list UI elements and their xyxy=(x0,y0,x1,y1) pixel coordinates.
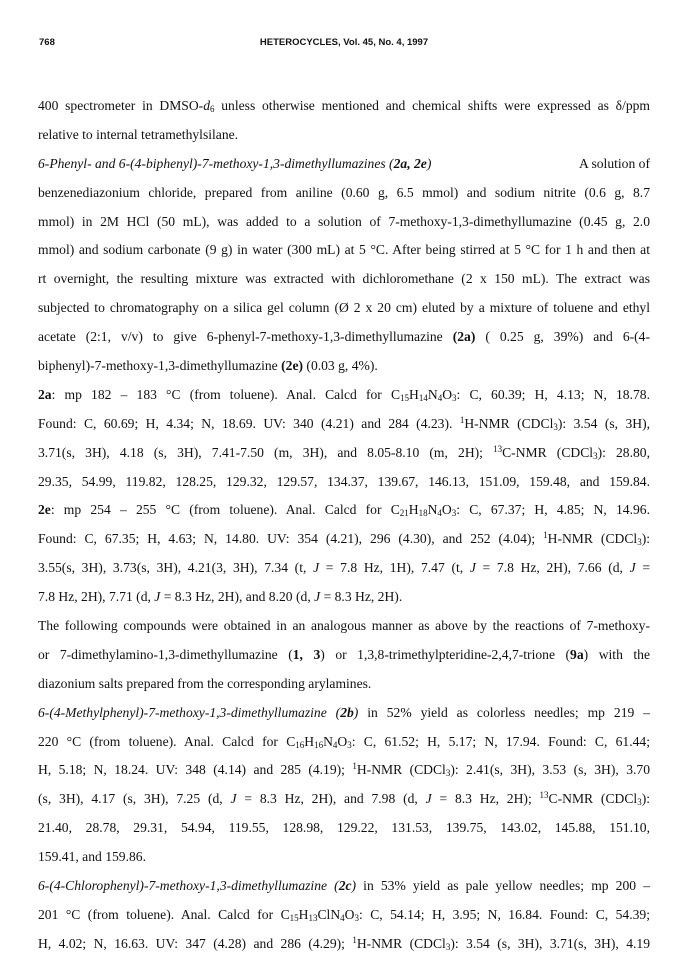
page-number: 768 xyxy=(39,37,55,48)
text-line: benzenediazonium chloride, prepared from aniline (0.60 g, 6.5 mmol) and sodium nitrite (0.6 g, 8.7 xyxy=(38,184,650,200)
text-line: mmol) in 2M HCl (50 mL), was added to a solution of 7-methoxy-1,3-dimethyllumazine (0.45 g, 2.0 xyxy=(38,213,650,229)
text-line: 29.35, 54.99, 119.82, 128.25, 129.32, 129.57, 134.37, 139.67, 146.13, 151.09, 159.48, and 159.84. xyxy=(38,473,650,489)
text-line: 7.8 Hz, 2H), 7.71 (d, J = 8.3 Hz, 2H), and 8.20 (d, J = 8.3 Hz, 2H). xyxy=(38,589,403,605)
text-line: 159.41, and 159.86. xyxy=(38,849,146,865)
journal-citation: HETEROCYCLES, Vol. 45, No. 4, 1997 xyxy=(259,37,429,48)
text-line: or 7-dimethylamino-1,3-dimethyllumazine (1, 3) or 1,3,8-trimethylpteridine-2,4,7-trione (9a) with the xyxy=(38,646,650,662)
text-line: mmol) and sodium carbonate (9 g) in water (300 mL) at 5 °C. After being stirred at 5 °C for 1 h and then at xyxy=(38,242,650,258)
body-text xyxy=(38,92,650,959)
text-line: H, 4.02; N, 16.63. UV: 347 (4.28) and 286 (4.29); $^1$H-NMR (CDCl$_3$): 3.54 (s, 3H), 3.71(s, 3H), 4.19 xyxy=(38,934,650,952)
text-line: diazonium salts prepared from the corresponding arylamines. xyxy=(38,675,372,691)
text-line: (s, 3H), 4.17 (s, 3H), 7.25 (d, J = 8.3 Hz, 2H), and 7.98 (d, J = 8.3 Hz, 2H); $^{13}$C-NMR (CDCl$_3$): xyxy=(38,790,650,808)
text-line: H, 5.18; N, 18.24. UV: 348 (4.14) and 285 (4.19); $^1$H-NMR (CDCl$_3$): 2.41(s, 3H), 3.53 (s, 3H), 3.70 xyxy=(38,761,650,779)
text-line: 201 °C (from toluene). Anal. Calcd for $C_{15}H_{13}ClN_4O_3$: C, 54.14; H, 3.95; N, 16.84. Found: C, 54.39; xyxy=(38,906,650,923)
section-heading-line: 6-Phenyl- and 6-(4-biphenyl)-7-methoxy-1,3-dimethyllumazines (2a, 2e) A solution of xyxy=(38,150,650,179)
text-line: 3.55(s, 3H), 3.73(s, 3H), 4.21(3, 3H), 7.34 (t, J = 7.8 Hz, 1H), 7.47 (t, J = 7.8 Hz, 2H), 7.66 (d, J = xyxy=(38,560,650,576)
section-title: 6-Phenyl- and 6-(4-biphenyl)-7-methoxy-1,3-dimethyllumazines (2a, 2e) xyxy=(38,155,432,171)
text-line: Found: C, 60.69; H, 4.34; N, 18.69. UV: 340 (4.21) and 284 (4.23). $^1$H-NMR (CDCl$_3$): 3.54 (s, 3H), xyxy=(38,414,651,432)
text-line: Found: C, 67.35; H, 4.63; N, 14.80. UV: 354 (4.21), 296 (4.30), and 252 (4.04); $^1$H-NMR (CDCl$_3$): xyxy=(38,530,650,548)
compound-heading-line: 6-(4-Methylphenyl)-7-methoxy-1,3-dimethyllumazine (2b) in 52% yield as colorless needles; mp 219 – xyxy=(38,704,650,720)
compound-heading-line: 6-(4-Chlorophenyl)-7-methoxy-1,3-dimethyllumazine (2c) in 53% yield as pale yellow needles; mp 200 – xyxy=(38,878,650,894)
compound-data-line: 2e: mp 254 – 255 °C (from toluene). Anal. Calcd for $C_{21}H_{18}N_4O_3$: C, 67.37; H, 4.85; N, 14.96. xyxy=(38,502,650,519)
text-line: 220 °C (from toluene). Anal. Calcd for $C_{16}H_{16}N_4O_3$: C, 61.52; H, 5.17; N, 17.94. Found: C, 61.44; xyxy=(38,733,650,750)
text-line: biphenyl)-7-methoxy-1,3-dimethyllumazine (2e) (0.03 g, 4%). xyxy=(38,358,378,374)
text-line: subjected to chromatography on a silica gel column (Ø 2 x 20 cm) eluted by a mixture of toluene and ethyl xyxy=(38,300,650,316)
text-line: 400 spectrometer in DMSO-$d_6$ unless otherwise mentioned and chemical shifts were expressed as δ/ppm xyxy=(38,98,651,114)
text-line: relative to internal tetramethylsilane. xyxy=(38,126,239,142)
text-line: rt overnight, the resulting mixture was extracted with dichloromethane (2 x 150 mL). The extract was xyxy=(38,271,650,287)
compound-data-line: 2a: mp 182 – 183 °C (from toluene). Anal. Calcd for $C_{15}H_{14}N_4O_3$: C, 60.39; H, 4.13; N, 18.78. xyxy=(38,386,650,403)
text-line: The following compounds were obtained in an analogous manner as above by the reactions of 7-methoxy- xyxy=(38,618,650,634)
text-line: acetate (2:1, v/v) to give 6-phenyl-7-methoxy-1,3-dimethyllumazine (2a) ( 0.25 g, 39%) and 6-(4- xyxy=(38,329,650,345)
text-line: 21.40, 28.78, 29.31, 54.94, 119.55, 128.98, 129.22, 131.53, 139.75, 143.02, 145.88, 151.10, xyxy=(38,820,650,836)
text-line: 3.71(s, 3H), 4.18 (s, 3H), 7.41-7.50 (m, 3H), and 8.05-8.10 (m, 2H); $^{13}$C-NMR (CDCl$_3$): 28.80, xyxy=(38,443,650,461)
